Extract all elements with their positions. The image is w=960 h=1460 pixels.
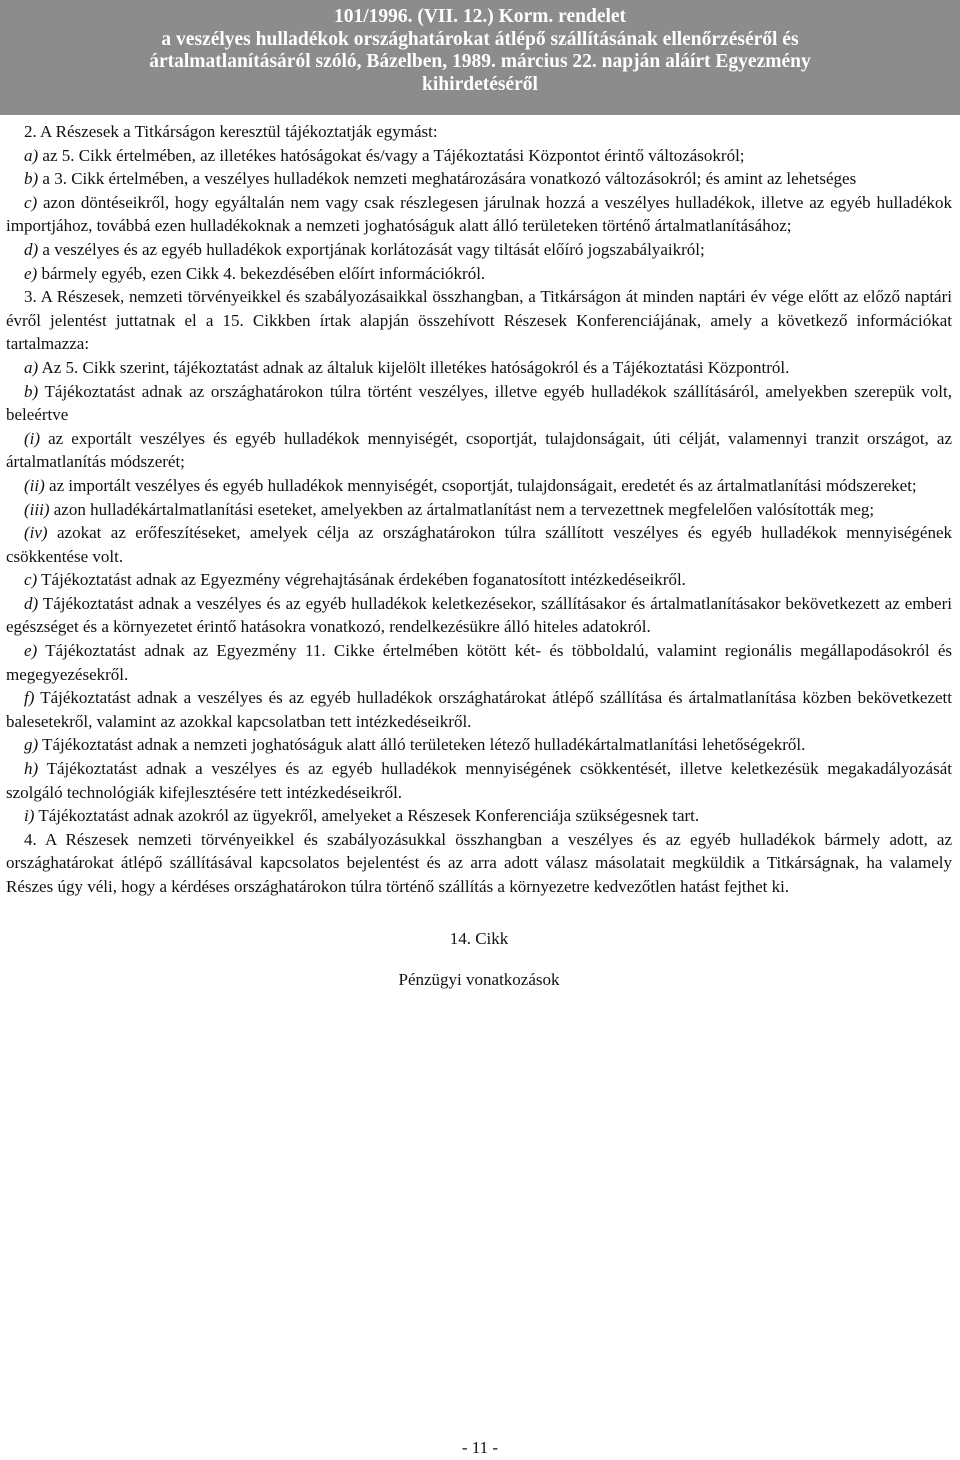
list-item bbox=[6, 356, 952, 380]
paragraph: 3. A Részesek, nemzeti törvényeikkel és szabályozásaikkal összhangban, a Titkárságon át minden naptári év vége előtt az előző naptári évről jelentést juttatnak el a 15. Cikkben írtak alapján összehívott Részesek Konferenciájának, amely a következő információkat tartalmazza: bbox=[6, 287, 952, 354]
item-label: b) bbox=[24, 169, 39, 189]
item-label: a) bbox=[24, 357, 39, 377]
list-item bbox=[6, 144, 952, 168]
list-item bbox=[6, 804, 952, 828]
list-item bbox=[6, 592, 952, 639]
item-label: c) bbox=[24, 192, 38, 212]
item-text: Az 5. Cikk szerint, tájékoztatást adnak az általuk kijelölt illetékes hatóságokról és a Tájékoztatási Központról. bbox=[38, 357, 790, 377]
item-text: azokat az erőfeszítéseket, amelyek célja az országhatárokon túlra szállított veszélyes és egyéb hulladékok mennyiségének csökkentése volt. bbox=[6, 523, 952, 566]
list-item bbox=[6, 568, 952, 592]
item-label: (ii) bbox=[24, 475, 45, 495]
item-label: g) bbox=[24, 735, 39, 755]
list-item bbox=[6, 167, 952, 191]
item-text: az exportált veszélyes és egyéb hulladékok mennyiségét, csoportját, tulajdonságait, úti célját, valamennyi tranzit országot, az ártalmatlanítás módszerét; bbox=[6, 428, 952, 472]
list-item bbox=[6, 380, 952, 427]
item-text: azon döntéseikről, hogy egyáltalán nem vagy csak részlegesen járulnak hozzá a veszélyes hulladékok, illetve az egyéb hulladékok importjához, továbbá ezen hulladékoknak a nemzeti joghatóságuk alatt álló területeken történő ártalmatlanításához; bbox=[6, 192, 952, 236]
document-header bbox=[0, 0, 960, 115]
item-label: f) bbox=[24, 688, 35, 708]
list-item bbox=[6, 262, 952, 286]
list-item bbox=[6, 757, 952, 804]
item-label: d) bbox=[24, 239, 39, 259]
paragraph: 4. A Részesek nemzeti törvényeikkel és szabályozásukkal összhangban a veszélyes és az egyéb hulladékok bármely adott, az országhatárokat átlépő szállításával kapcsolatos bejelentést és az arra adott válasz másolatait megküldik a Titkárságnak, ha valamely Részes úgy véli, hogy a kérdéses országhatárokon túlra történő szállítás a környezetre kedvezőtlen hatást fejthet ki. bbox=[6, 829, 952, 896]
paragraph: 2. A Részesek a Titkárságon keresztül tájékoztatják egymást: bbox=[24, 122, 438, 141]
article-title: Pénzügyi vonatkozások bbox=[398, 970, 560, 990]
item-text: a 3. Cikk értelmében, a veszélyes hulladékok nemzeti meghatározására vonatkozó változásokról; és amint az lehetséges bbox=[38, 169, 857, 189]
header-title-line: 101/1996. (VII. 12.) Korm. rendelet bbox=[333, 6, 627, 27]
item-text: Tájékoztatást adnak az Egyezmény végrehajtásának érdekében foganatosított intézkedéseikről. bbox=[37, 570, 686, 590]
list-item bbox=[6, 238, 952, 262]
item-text: Tájékoztatást adnak a veszélyes és az egyéb hulladékok keletkezésekor, szállításakor és ártalmatlanításakor bekövetkezett az emberi egészséget és a környezetet érintő hatásokra vonatkozó, rendelkezésükre álló hiteles adatokról. bbox=[6, 593, 952, 637]
article-heading: 14. Cikk bbox=[449, 928, 509, 948]
list-item bbox=[6, 639, 952, 686]
item-label: b) bbox=[24, 381, 39, 401]
item-text: az 5. Cikk értelmében, az illetékes hatóságokat és/vagy a Tájékoztatási Központot érintő változásokról; bbox=[38, 145, 745, 165]
item-text: Tájékoztatást adnak a veszélyes és az egyéb hulladékok mennyiségének csökkentését, illetve keletkezésük megakadályozását szolgáló technológiák kifejlesztésére tett intézkedéseikről. bbox=[6, 759, 952, 802]
item-label: i) bbox=[24, 806, 35, 826]
list-item bbox=[6, 498, 952, 522]
document-body bbox=[0, 115, 960, 992]
item-text: bármely egyéb, ezen Cikk 4. bekezdésében előírt információkról. bbox=[37, 263, 486, 283]
item-text: Tájékoztatást adnak a nemzeti joghatóságuk alatt álló területeken létező hulladékártalmatlanítási lehetőségekről. bbox=[38, 735, 806, 755]
item-label: (i) bbox=[24, 428, 41, 448]
list-item bbox=[6, 427, 952, 474]
item-text: Tájékoztatást adnak az Egyezmény 11. Cikke értelmében kötött két- és többoldalú, valamint regionális megállapodásokról és megegyezésekről. bbox=[6, 641, 952, 684]
list-item bbox=[6, 521, 952, 568]
item-text: Tájékoztatást adnak az országhatárokon túlra történt veszélyes, illetve egyéb hulladékok szállításáról, amelyekben szerepük volt, beleértve bbox=[6, 381, 952, 425]
item-label: e) bbox=[24, 641, 38, 661]
item-text: Tájékoztatást adnak a veszélyes és az egyéb hulladékok országhatárokat átlépő szállítása és ártalmatlanítása közben bekövetkezett balesetekről, valamint az azokkal kapcsolatban tett intézkedéseikről. bbox=[6, 688, 952, 731]
list-item bbox=[6, 474, 952, 498]
item-label: h) bbox=[24, 759, 39, 779]
item-text: azon hulladékártalmatlanítási eseteket, amelyekben az ártalmatlanítást nem a tervezettnek megfelelően valósították meg; bbox=[49, 499, 875, 519]
item-label: (iii) bbox=[24, 499, 50, 519]
item-text: az importált veszélyes és egyéb hulladékok mennyiségét, csoportját, tulajdonságait, eredetét és az ártalmatlanítási módszereket; bbox=[44, 475, 917, 495]
item-label: (iv) bbox=[24, 523, 48, 543]
page-number: - 11 - bbox=[461, 1438, 499, 1457]
item-text: Tájékoztatást adnak azokról az ügyekről, amelyeket a Részesek Konferenciája szükségesnek tart. bbox=[34, 806, 700, 826]
header-title-line: ártalmatlanításáról szóló, Bázelben, 1989. március 22. napján aláírt Egyezmény bbox=[149, 51, 811, 72]
header-title-line: kihirdetéséről bbox=[422, 73, 538, 95]
list-item bbox=[6, 733, 952, 757]
item-label: d) bbox=[24, 593, 39, 613]
list-item bbox=[6, 191, 952, 238]
item-label: c) bbox=[24, 570, 38, 590]
item-label: a) bbox=[24, 145, 39, 165]
list-item bbox=[6, 686, 952, 733]
header-title-line: a veszélyes hulladékok országhatárokat átlépő szállításának ellenőrzéséről és bbox=[161, 28, 799, 50]
item-text: a veszélyes és az egyéb hulladékok exportjának korlátozását vagy tiltását előíró jogszabályaikról; bbox=[38, 239, 705, 259]
item-label: e) bbox=[24, 263, 38, 283]
